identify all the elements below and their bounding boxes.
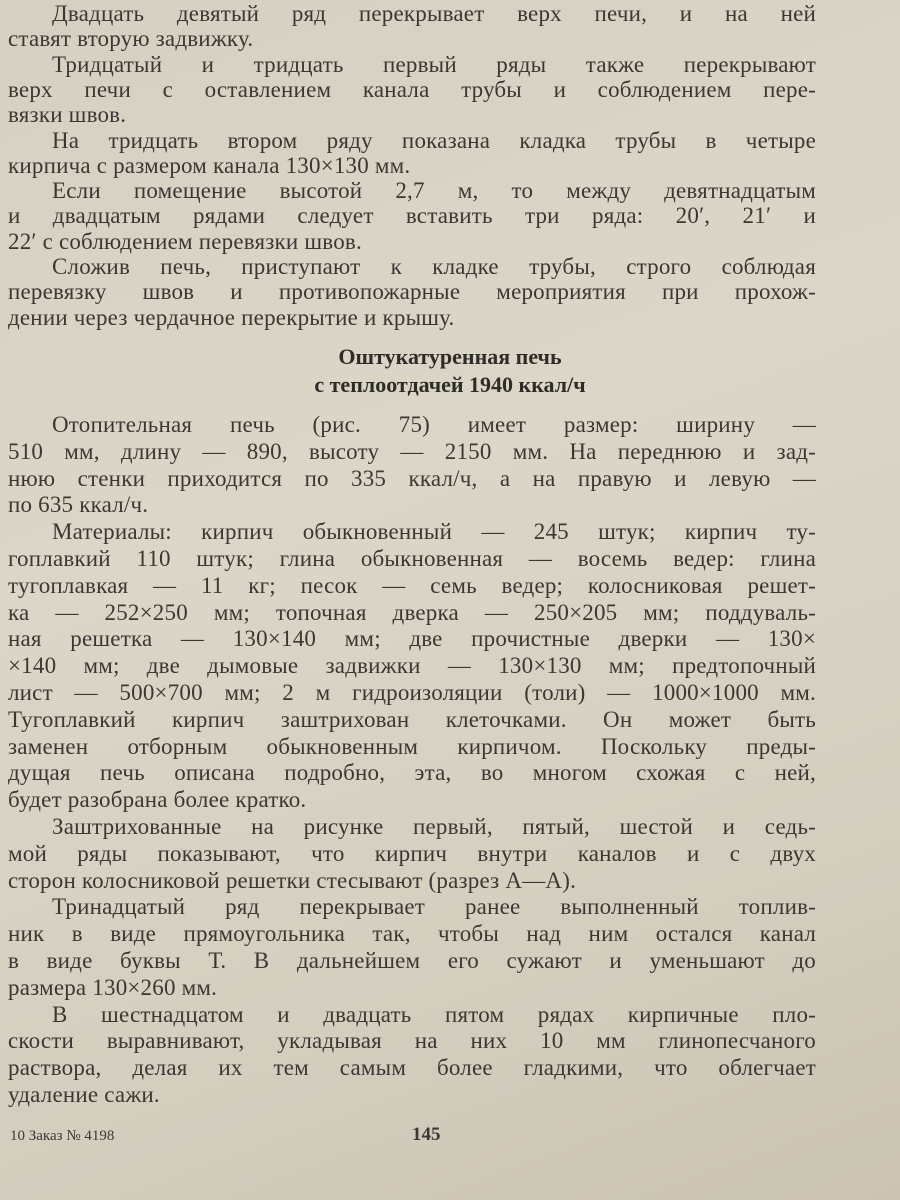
paragraph-line: раствора, делая их тем самым более гладкими, что облегчает — [8, 1055, 816, 1081]
paragraph-line: Отопительная печь (рис. 75) имеет размер: ширину — — [52, 412, 816, 437]
paragraph-line: Заштрихованные на рисунке первый, пятый, шестой и седь- — [52, 814, 816, 839]
paragraph-line: Двадцать девятый ряд перекрывает верх печи, и на ней — [52, 1, 816, 26]
paragraph-line: ×140 мм; две дымовые задвижки — 130×130 мм; предтопочный — [8, 653, 816, 679]
page-number: 145 — [412, 1124, 441, 1145]
paragraph-line: Тринадцатый ряд перекрывает ранее выполненный топлив- — [52, 894, 816, 920]
paragraph-line: верх печи с оставлением канала трубы и соблюдением пере- — [8, 76, 816, 102]
paragraph-line: и двадцатым рядами следует вставить три ряда: 20′, 21′ и — [8, 203, 816, 229]
paragraph-line: в виде буквы Т. В дальнейшем его сужают и уменьшают до — [8, 948, 816, 973]
paragraph-line: ставят вторую задвижку. — [8, 26, 254, 52]
paragraph-line: кирпича с размером канала 130×130 мм. — [8, 152, 411, 178]
paragraph-line: ник в виде прямоугольника так, чтобы над ним остался канал — [8, 921, 816, 947]
paragraph-line: гоплавкий 110 штук; глина обыкновенная — восемь ведер: глина — [8, 546, 816, 571]
paragraph-line: заменен отборным обыкновенным кирпичом. Поскольку преды- — [8, 733, 816, 759]
paragraph-line: лист — 500×700 мм; 2 м гидроизоляции (толи) — 1000×1000 мм. — [8, 680, 816, 705]
paragraph-line: сторон колосниковой решетки стесывают (разрез А—А). — [8, 867, 577, 893]
paragraph-line: размера 130×260 мм. — [8, 974, 218, 1000]
paragraph-line: будет разобрана более кратко. — [8, 787, 307, 813]
section-heading-line-2: с теплоотдачей 1940 ккал/ч — [314, 372, 586, 397]
paragraph-line: В шестнадцатом и двадцать пятом рядах кирпичные пло- — [52, 1001, 816, 1027]
paragraph-line: дущая печь описана подробно, эта, во многом схожая с ней, — [8, 760, 816, 786]
paragraph-line: дении через чердачное перекрытие и крышу. — [8, 304, 455, 330]
paragraph-line: 22′ с соблюдением перевязки швов. — [8, 228, 362, 254]
paragraph-line: Тридцатый и тридцать первый ряды также перекрывают — [52, 51, 816, 77]
paragraph-line: мой ряды показывают, что кирпич внутри каналов и с двух — [8, 840, 816, 866]
paragraph-line: нюю стенки приходится по 335 ккал/ч, а на правую и левую — — [8, 465, 816, 491]
paragraph-line: вязки швов. — [8, 102, 127, 128]
paragraph-line: перевязку швов и противопожарные мероприятия при прохож- — [8, 279, 816, 305]
paragraph-line: На тридцать втором ряду показана кладка трубы в четыре — [52, 127, 816, 153]
paragraph-line: Материалы: кирпич обыкновенный — 245 штук; кирпич ту- — [52, 519, 816, 545]
section-heading-line-1: Оштукатуренная печь — [338, 344, 562, 369]
paragraph-line: ка — 252×250 мм; топочная дверка — 250×205 мм; поддуваль- — [8, 599, 816, 625]
paragraph-line: по 635 ккал/ч. — [8, 492, 149, 518]
paragraph-line: скости выравнивают, укладывая на них 10 мм глинопесчаного — [8, 1028, 816, 1054]
printer-signature: 10 Заказ № 4198 — [10, 1128, 115, 1144]
paragraph-line: Сложив печь, приступают к кладке трубы, строго соблюдая — [52, 254, 816, 279]
paragraph-line: Тугоплавкий кирпич заштрихован клеточками. Он может быть — [8, 706, 816, 732]
paragraph-line: Если помещение высотой 2,7 м, то между девятнадцатым — [52, 178, 816, 204]
paragraph-line: 510 мм, длину — 890, высоту — 2150 мм. На переднюю и зад- — [8, 438, 816, 464]
paragraph-line: тугоплавкая — 11 кг; песок — семь ведер; колосниковая решет- — [8, 572, 816, 598]
paragraph-line: ная решетка — 130×140 мм; две прочистные дверки — 130× — [8, 626, 816, 652]
paragraph-line: удаление сажи. — [8, 1082, 160, 1107]
